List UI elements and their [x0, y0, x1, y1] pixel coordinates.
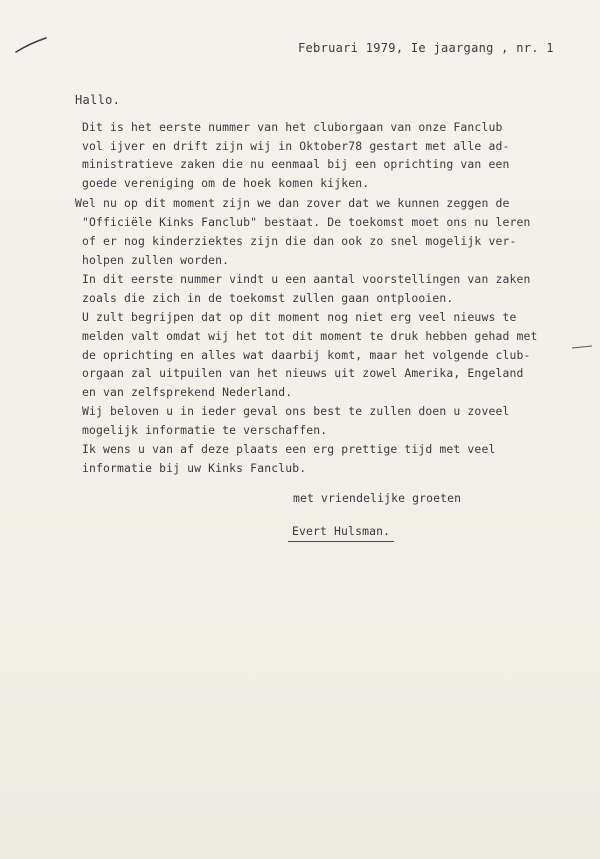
body-line: zoals die zich in de toekomst zullen gaan ontplooien.	[82, 290, 454, 305]
body-line: orgaan zal uitpuilen van het nieuws uit zowel Amerika, Engeland	[82, 366, 524, 380]
body-line: en van zelfsprekend Nederland.	[82, 385, 293, 399]
body-line: Wel nu op dit moment zijn we dan zover dat we kunnen zeggen de	[75, 196, 510, 210]
greeting: Hallo.	[75, 93, 121, 107]
body-line: In dit eerste nummer vindt u een aantal voorstellingen van zaken	[82, 272, 531, 286]
body-line: vol ijver en drift zijn wij in Oktober78 gestart met alle ad-	[82, 138, 510, 153]
margin-dash-mark	[571, 343, 593, 351]
body-line: Dit is het eerste nummer van het cluborgaan van onze Fanclub	[82, 120, 503, 134]
body-line: Ik wens u van af deze plaats een erg prettige tijd met veel	[82, 442, 496, 456]
issue-header: Februari 1979, Ie jaargang , nr. 1	[298, 41, 554, 55]
body-line: informatie bij uw Kinks Fanclub.	[82, 461, 307, 475]
pen-stroke-mark	[14, 36, 48, 54]
body-line: mogelijk informatie te verschaffen.	[82, 423, 328, 437]
body-line: U zult begrijpen dat op dit moment nog niet erg veel nieuws te	[82, 310, 517, 324]
body-line: goede vereniging om de hoek komen kijken.	[82, 175, 370, 190]
body-line: holpen zullen worden.	[82, 252, 230, 267]
signature-underline	[288, 541, 394, 542]
signature-name: Evert Hulsman.	[292, 524, 391, 538]
body-line: "Officiële Kinks Fanclub" bestaat. De toekomst moet ons nu leren	[82, 215, 531, 229]
body-line: Wij beloven u in ieder geval ons best te zullen doen u zoveel	[82, 404, 510, 418]
body-line: melden valt omdat wij het tot dit moment te druk hebben gehad met	[82, 329, 538, 343]
body-line: of er nog kinderziektes zijn die dan ook zo snel mogelijk ver-	[82, 234, 517, 248]
closing-phrase: met vriendelijke groeten	[293, 491, 462, 505]
body-line: de oprichting en alles wat daarbij komt, maar het volgende club-	[82, 347, 531, 362]
body-line: ministratieve zaken die nu eenmaal bij een oprichting van een	[82, 157, 510, 171]
